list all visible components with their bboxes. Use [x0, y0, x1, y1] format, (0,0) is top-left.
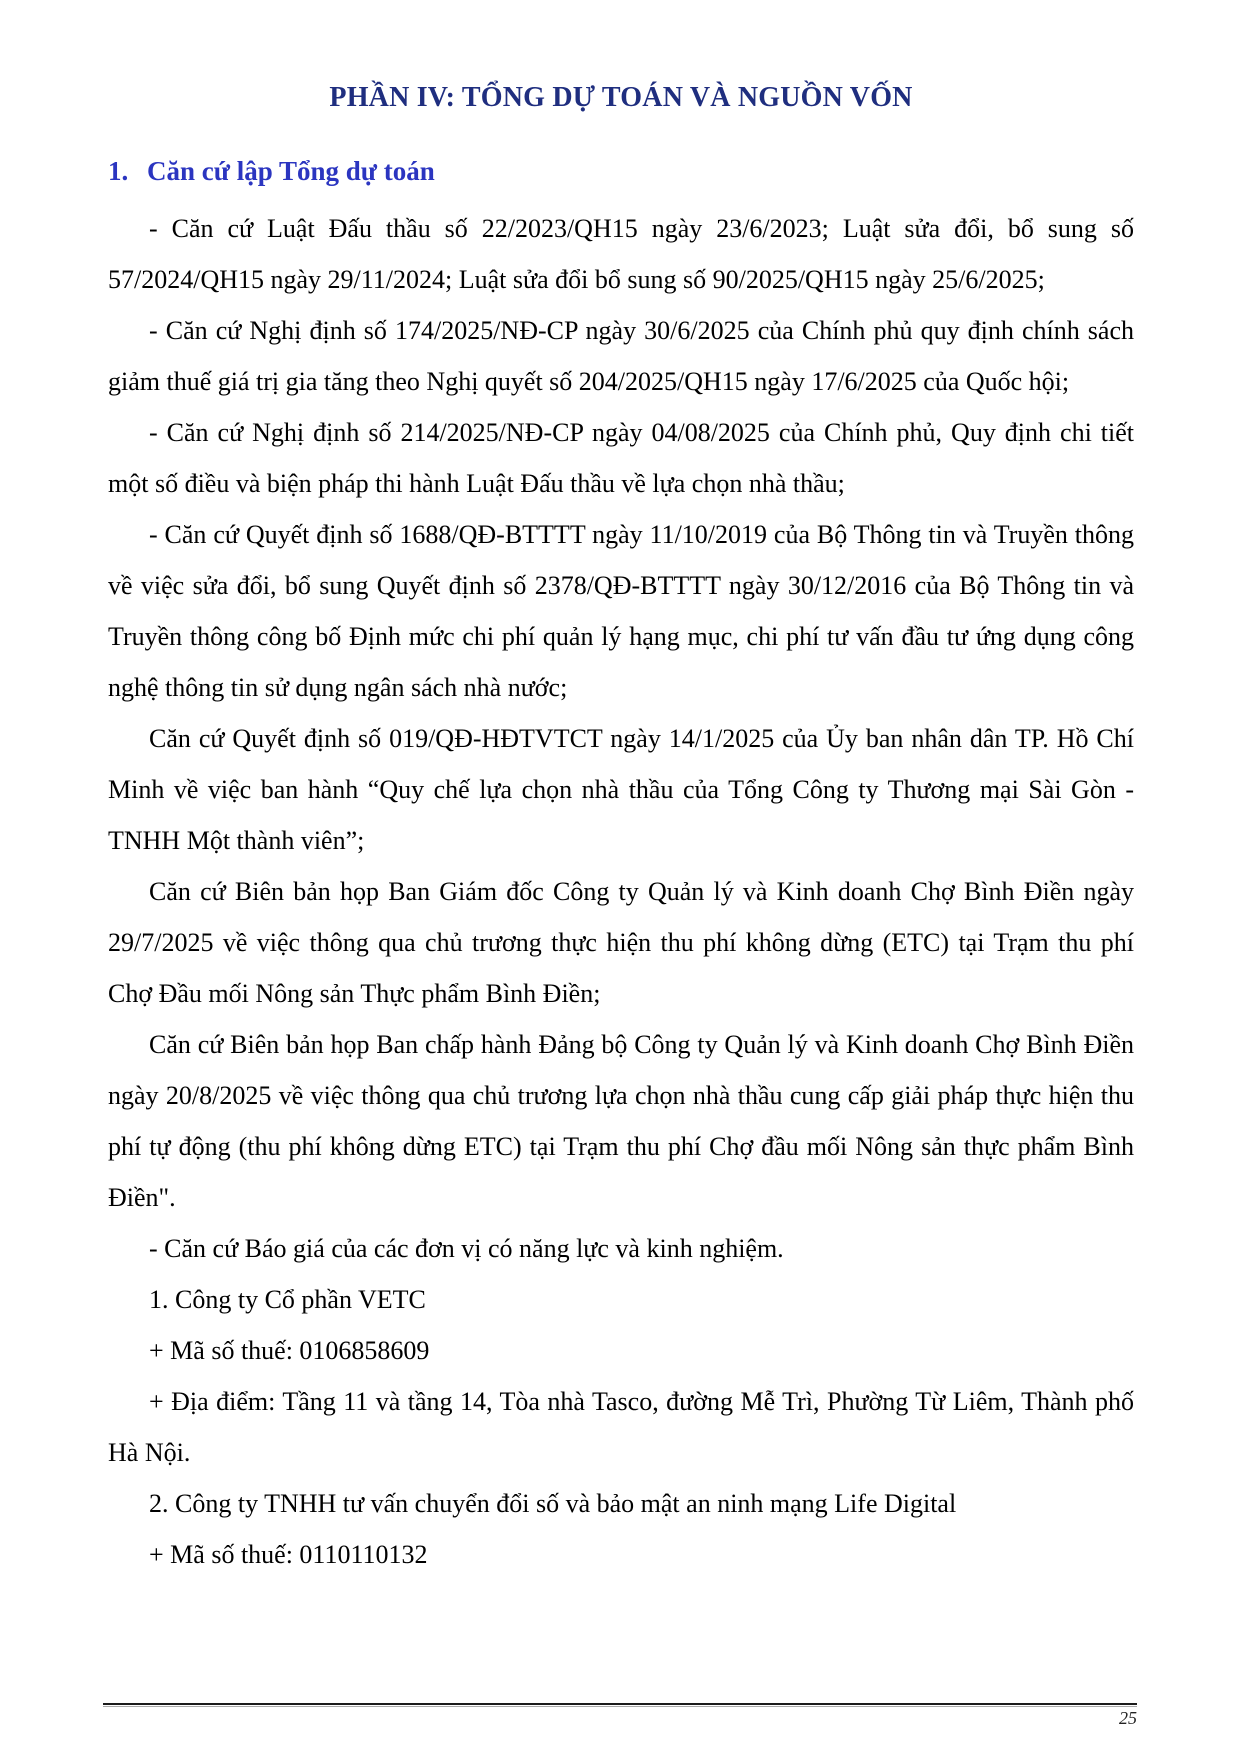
paragraph-company-2-name: 2. Công ty TNHH tư vấn chuyển đổi số và bảo mật an ninh mạng Life Digital [149, 1489, 957, 1518]
paragraph-legal-basis-5: Căn cứ Quyết định số 019/QĐ-HĐTVTCT ngày 14/1/2025 của Ủy ban nhân dân TP. Hồ Chí Minh về việc ban hành “Quy chế lựa chọn nhà thầu của Tổng Công ty Thương mại Sài Gòn - TNHH Một thành viên”; [108, 724, 1134, 855]
paragraph-company-1-tax-code: + Mã số thuế: 0106858609 [149, 1336, 430, 1365]
footer-divider [103, 1703, 1137, 1705]
paragraph-company-2-tax-code: + Mã số thuế: 0110110132 [149, 1540, 428, 1569]
footer-divider-shadow [103, 1706, 1137, 1707]
paragraph-legal-basis-4: - Căn cứ Quyết định số 1688/QĐ-BTTTT ngày 11/10/2019 của Bộ Thông tin và Truyền thông về việc sửa đổi, bổ sung Quyết định số 2378/QĐ-BTTTT ngày 30/12/2016 của Bộ Thông tin và Truyền thông công bố Định mức chi phí quản lý hạng mục, chi phí tư vấn đầu tư ứng dụng công nghệ thông tin sử dụng ngân sách nhà nước; [108, 520, 1134, 702]
paragraph-company-1-name: 1. Công ty Cổ phần VETC [149, 1285, 426, 1314]
paragraph-legal-basis-7: Căn cứ Biên bản họp Ban chấp hành Đảng bộ Công ty Quản lý và Kinh doanh Chợ Bình Điền ngày 20/8/2025 về việc thông qua chủ trương lựa chọn nhà thầu cung cấp giải pháp thực hiện thu phí tự động (thu phí không dừng ETC) tại Trạm thu phí Chợ đầu mối Nông sản thực phẩm Bình Điền". [108, 1030, 1134, 1212]
document-content [108, 80, 1134, 1580]
page-number: 25 [1119, 1708, 1137, 1728]
section-heading-label: Căn cứ lập Tổng dự toán [147, 156, 435, 186]
paragraph-legal-basis-3: - Căn cứ Nghị định số 214/2025/NĐ-CP ngày 04/08/2025 của Chính phủ, Quy định chi tiết một số điều và biện pháp thi hành Luật Đấu thầu về lựa chọn nhà thầu; [108, 418, 1134, 498]
section-heading-number: 1. [108, 156, 129, 186]
paragraph-quotes-intro: - Căn cứ Báo giá của các đơn vị có năng lực và kinh nghiệm. [149, 1234, 784, 1263]
paragraph-legal-basis-1: - Căn cứ Luật Đấu thầu số 22/2023/QH15 ngày 23/6/2023; Luật sửa đổi, bổ sung số 57/2024/QH15 ngày 29/11/2024; Luật sửa đổi bổ sung số 90/2025/QH15 ngày 25/6/2025; [108, 214, 1134, 294]
paragraph-legal-basis-6: Căn cứ Biên bản họp Ban Giám đốc Công ty Quản lý và Kinh doanh Chợ Bình Điền ngày 29/7/2025 về việc thông qua chủ trương thực hiện thu phí không dừng (ETC) tại Trạm thu phí Chợ Đầu mối Nông sản Thực phẩm Bình Điền; [108, 877, 1134, 1008]
paragraph-company-1-address: + Địa điểm: Tầng 11 và tầng 14, Tòa nhà Tasco, đường Mễ Trì, Phường Từ Liêm, Thành phố Hà Nội. [108, 1387, 1134, 1467]
section-heading [108, 153, 1134, 189]
page-title: PHẦN IV: TỔNG DỰ TOÁN VÀ NGUỒN VỐN [329, 82, 913, 113]
paragraph-legal-basis-2: - Căn cứ Nghị định số 174/2025/NĐ-CP ngày 30/6/2025 của Chính phủ quy định chính sách giảm thuế giá trị gia tăng theo Nghị quyết số 204/2025/QH15 ngày 17/6/2025 của Quốc hội; [108, 316, 1134, 396]
